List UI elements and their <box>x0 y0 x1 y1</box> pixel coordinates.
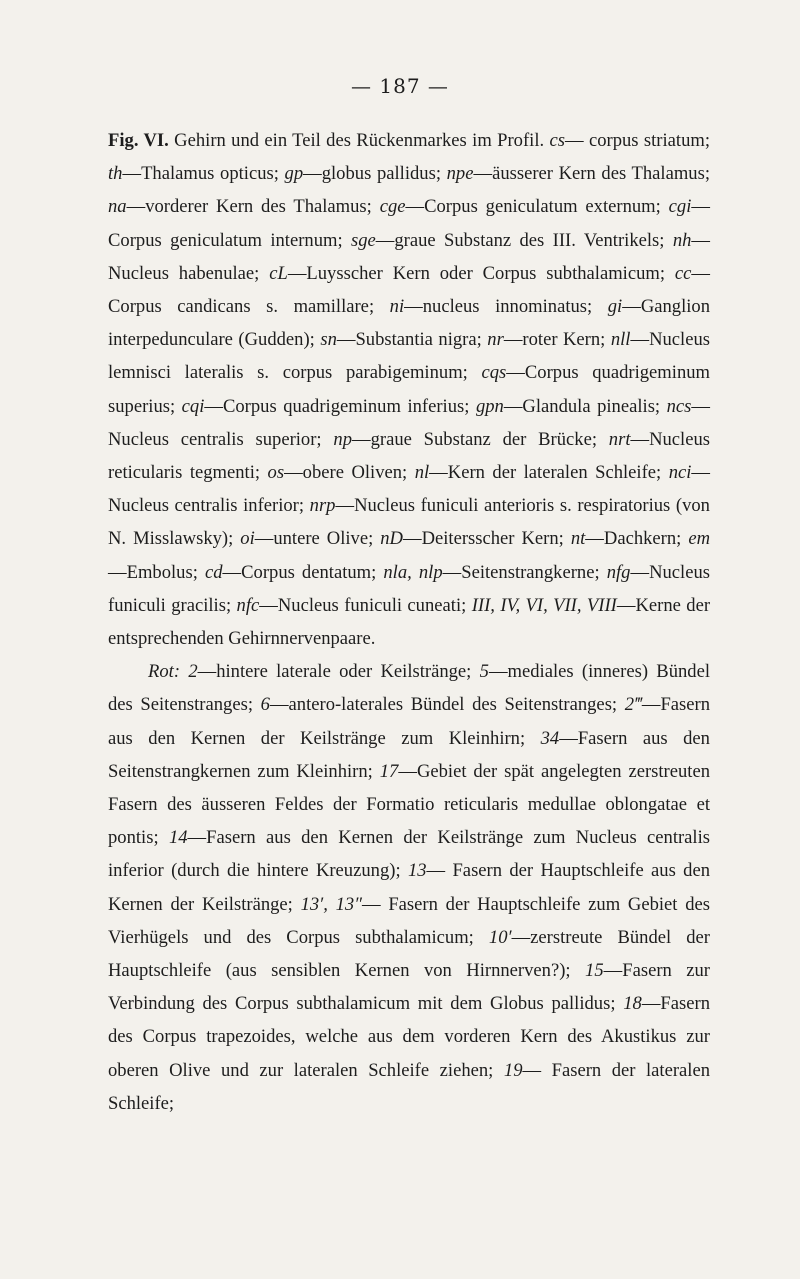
figure-entry-text: —Dachkern; <box>585 528 689 550</box>
rot-entry-text: — Fasern der Hauptschleife aus den Kernen der Keilstränge; <box>108 860 710 915</box>
rot-entry-abbr: 14 <box>168 827 188 849</box>
figure-entry-abbr: cqs <box>481 362 507 384</box>
figure-entry <box>447 163 710 184</box>
figure-entry <box>285 163 447 184</box>
figure-entry-text: —Nucleus centralis inferior; <box>108 462 710 517</box>
rot-entry-text: —Fasern aus den Kernen der Keilstränge zum Kleinhirn; <box>108 694 711 749</box>
figure-entry-abbr: em <box>688 528 711 550</box>
figure-entry-text: —graue Substanz des III. Ventrikels; <box>375 229 673 251</box>
rot-entry-abbr: 15 <box>585 960 604 982</box>
figure-entry <box>108 163 285 184</box>
figure-entry-abbr: nla, nlp <box>383 561 443 583</box>
figure-entry-abbr: nl <box>414 462 430 484</box>
figure-entry-abbr: sge <box>350 229 376 251</box>
figure-entry-abbr: th <box>108 163 123 185</box>
figure-entry-abbr: cgi <box>668 196 692 218</box>
figure-entry-text: — corpus striatum; <box>565 130 711 151</box>
figure-entry-text: —Nucleus funiculi cuneati; <box>259 594 472 616</box>
rot-entry-abbr: 17 <box>379 760 399 782</box>
figure-entry-text: —Luysscher Kern oder Corpus subthalamicum; <box>287 262 675 284</box>
figure-entry <box>205 562 383 583</box>
figure-entry-abbr: np <box>333 428 352 450</box>
figure-entry-text: —Corpus quadrigeminum superius; <box>108 362 710 417</box>
figure-entry-abbr: nll <box>610 329 631 351</box>
figure-entry-abbr: nrp <box>309 495 336 517</box>
figure-entry-abbr: gp <box>284 163 304 185</box>
figure-entry-text: —roter Kern; <box>503 329 611 351</box>
figure-entry <box>390 296 608 317</box>
rot-entry-text: — Fasern der lateralen Schleife; <box>108 1059 710 1114</box>
rot-entry-text: —hintere laterale oder Keilstränge; <box>197 661 480 683</box>
rot-entry-abbr: 10′ <box>488 926 512 948</box>
rot-entry-text: —Fasern des Corpus trapezoides, welche aus dem vorderen Kern des Akustikus zur oberen Olive und zur lateralen Schleife ziehen; <box>108 993 710 1081</box>
figure-entry-abbr: nfc <box>236 594 260 616</box>
figure-entry-text: —Nucleus centralis superior; <box>108 395 710 450</box>
figure-entry-text: —Substantia nigra; <box>336 329 488 351</box>
rot-entry-abbr: 13′, 13″ <box>300 893 362 915</box>
figure-entry <box>320 329 487 350</box>
figure-entry-text: —Nucleus lemnisci lateralis s. corpus parabigeminum; <box>108 329 710 384</box>
figure-intro: Gehirn und ein Teil des Rückenmarkes im Profil. <box>168 130 550 151</box>
figure-entry-text: —Thalamus opticus; <box>122 163 285 185</box>
figure-entry-text: —äusserer Kern des Thalamus; <box>473 163 710 185</box>
figure-entry-text: —Ganglion interpedunculare (Gudden); <box>108 296 711 351</box>
rot-entry-abbr: 2 <box>188 661 198 683</box>
rot-entry <box>261 694 625 715</box>
rot-entry-text: —mediales (inneres) Bündel des Seitenstranges; <box>108 661 711 716</box>
figure-entries <box>108 130 710 649</box>
figure-entry <box>380 196 669 217</box>
rot-entry <box>188 661 479 682</box>
figure-entry-text: —Embolus; <box>108 561 205 583</box>
figure-entry-abbr: npe <box>446 163 474 185</box>
figure-entry-abbr: cc <box>674 262 692 284</box>
figure-entry-abbr: ncs <box>666 395 692 417</box>
figure-entry-text: —Nucleus funiculi anterioris s. respiratorius (von N. Misslawsky); <box>108 495 710 550</box>
rot-entry-abbr: 13 <box>407 860 427 882</box>
figure-entry-abbr: oi <box>240 528 255 550</box>
figure-entry-text: —Deitersscher Kern; <box>402 528 571 550</box>
figure-entry <box>237 595 472 616</box>
rot-entry-abbr: 34 <box>540 727 560 749</box>
figure-entry-text: —Nucleus habenulae; <box>108 229 710 284</box>
figure-entry-text: —obere Oliven; <box>284 462 415 484</box>
figure-entry <box>269 263 675 284</box>
figure-entry-abbr: nD <box>380 528 403 550</box>
figure-entry-text: —globus pallidus; <box>303 163 447 185</box>
figure-legend <box>108 124 710 655</box>
figure-entry-abbr: gi <box>607 296 623 318</box>
figure-entry-abbr: gpn <box>475 395 504 417</box>
figure-entry <box>476 396 667 417</box>
figure-entry-abbr: nfg <box>606 561 631 583</box>
figure-entry-abbr: cs <box>549 130 566 151</box>
figure-entry <box>240 528 380 549</box>
rot-entry-text: —zerstreute Bündel der Hauptschleife (aus sensiblen Kernen von Hirnnerven?); <box>108 926 710 982</box>
figure-entry <box>351 230 673 251</box>
figure-entry <box>333 429 608 450</box>
rot-entry-abbr: 6 <box>260 694 270 716</box>
rot-entry-abbr: 5 <box>479 661 489 683</box>
rot-entry-abbr: 19 <box>503 1059 523 1081</box>
figure-entry-text: —Corpus dentatum; <box>222 561 384 583</box>
figure-entry-abbr: ni <box>389 296 405 318</box>
figure-entry-abbr: III, IV, VI, VII, VIII <box>471 594 617 616</box>
rot-entry-text: —Gebiet der spät angelegten zerstreuten Fasern des äusseren Feldes der Formatio reticularis medullae oblongatae et pontis; <box>108 760 711 849</box>
figure-entry-abbr: nr <box>487 329 504 351</box>
figure-entry <box>487 329 611 350</box>
figure-entry-abbr: nt <box>570 528 586 550</box>
caption-text <box>108 124 710 1120</box>
figure-entry-text: —Corpus geniculatum internum; <box>108 196 710 251</box>
figure-entry-text: —Corpus candicans s. mamillare; <box>108 262 711 318</box>
figure-entry <box>383 562 606 583</box>
figure-entry <box>550 130 711 151</box>
figure-label: Fig. VI. <box>108 130 169 151</box>
figure-entry-text: —graue Substanz der Brücke; <box>351 428 609 450</box>
figure-entry <box>182 396 476 417</box>
rot-label: Rot: <box>148 661 181 683</box>
figure-entry-text: —Corpus geniculatum externum; <box>405 196 669 218</box>
rot-entry-text: — Fasern der Hauptschleife zum Gebiet des Vierhügels und des Corpus subthalamicum; <box>108 893 710 948</box>
figure-entry-text: —Corpus quadrigeminum inferius; <box>204 395 476 417</box>
figure-entry-abbr: nci <box>668 462 692 484</box>
figure-entry-abbr: nh <box>672 229 692 251</box>
figure-entry-text: —Seitenstrangkerne; <box>442 561 607 583</box>
figure-entry-abbr: cqi <box>181 395 205 417</box>
rot-entry-abbr: 18 <box>623 993 642 1015</box>
figure-entry <box>571 528 689 549</box>
figure-entry-abbr: cge <box>379 196 406 218</box>
figure-entry <box>415 462 669 483</box>
rot-entries <box>108 661 710 1114</box>
figure-entry-text: —Kern der lateralen Schleife; <box>429 462 669 484</box>
rot-entry-text: —Fasern aus den Kernen der Keilstränge zum Nucleus centralis inferior (durch die hintere Kreuzung); <box>108 827 710 882</box>
figure-entry <box>380 528 571 549</box>
figure-entry <box>268 462 415 483</box>
rot-legend <box>108 655 710 1120</box>
figure-entry-abbr: os <box>267 462 285 484</box>
figure-entry-text: —Nucleus reticularis tegmenti; <box>108 428 711 484</box>
figure-entry-text: —vorderer Kern des Thalamus; <box>126 196 380 218</box>
figure-entry-abbr: nrt <box>608 428 631 450</box>
figure-entry-abbr: na <box>108 196 127 218</box>
rot-entry-abbr: 2‴ <box>624 694 642 716</box>
rot-entry-text: —antero-laterales Bündel des Seitenstranges; <box>269 694 625 716</box>
figure-entry-text: —untere Olive; <box>254 528 381 550</box>
figure-entry-abbr: cL <box>269 262 288 284</box>
figure-entry-text: —Nucleus funiculi gracilis; <box>108 561 710 616</box>
rot-entry-text: —Fasern aus den Seitenstrangkernen zum Kleinhirn; <box>108 727 710 782</box>
figure-entry-text: —Kerne der entsprechenden Gehirnnervenpaare. <box>108 594 711 650</box>
figure-entry <box>108 196 380 217</box>
figure-entry-abbr: sn <box>320 329 337 351</box>
figure-entry-abbr: cd <box>204 561 223 583</box>
figure-entry-text: —Glandula pinealis; <box>503 395 667 417</box>
figure-entry-text: —nucleus innominatus; <box>404 296 608 318</box>
rot-entry-text: —Fasern zur Verbindung des Corpus subthalamicum mit dem Globus pallidus; <box>108 960 710 1015</box>
page-number: — 187 — <box>351 74 449 98</box>
